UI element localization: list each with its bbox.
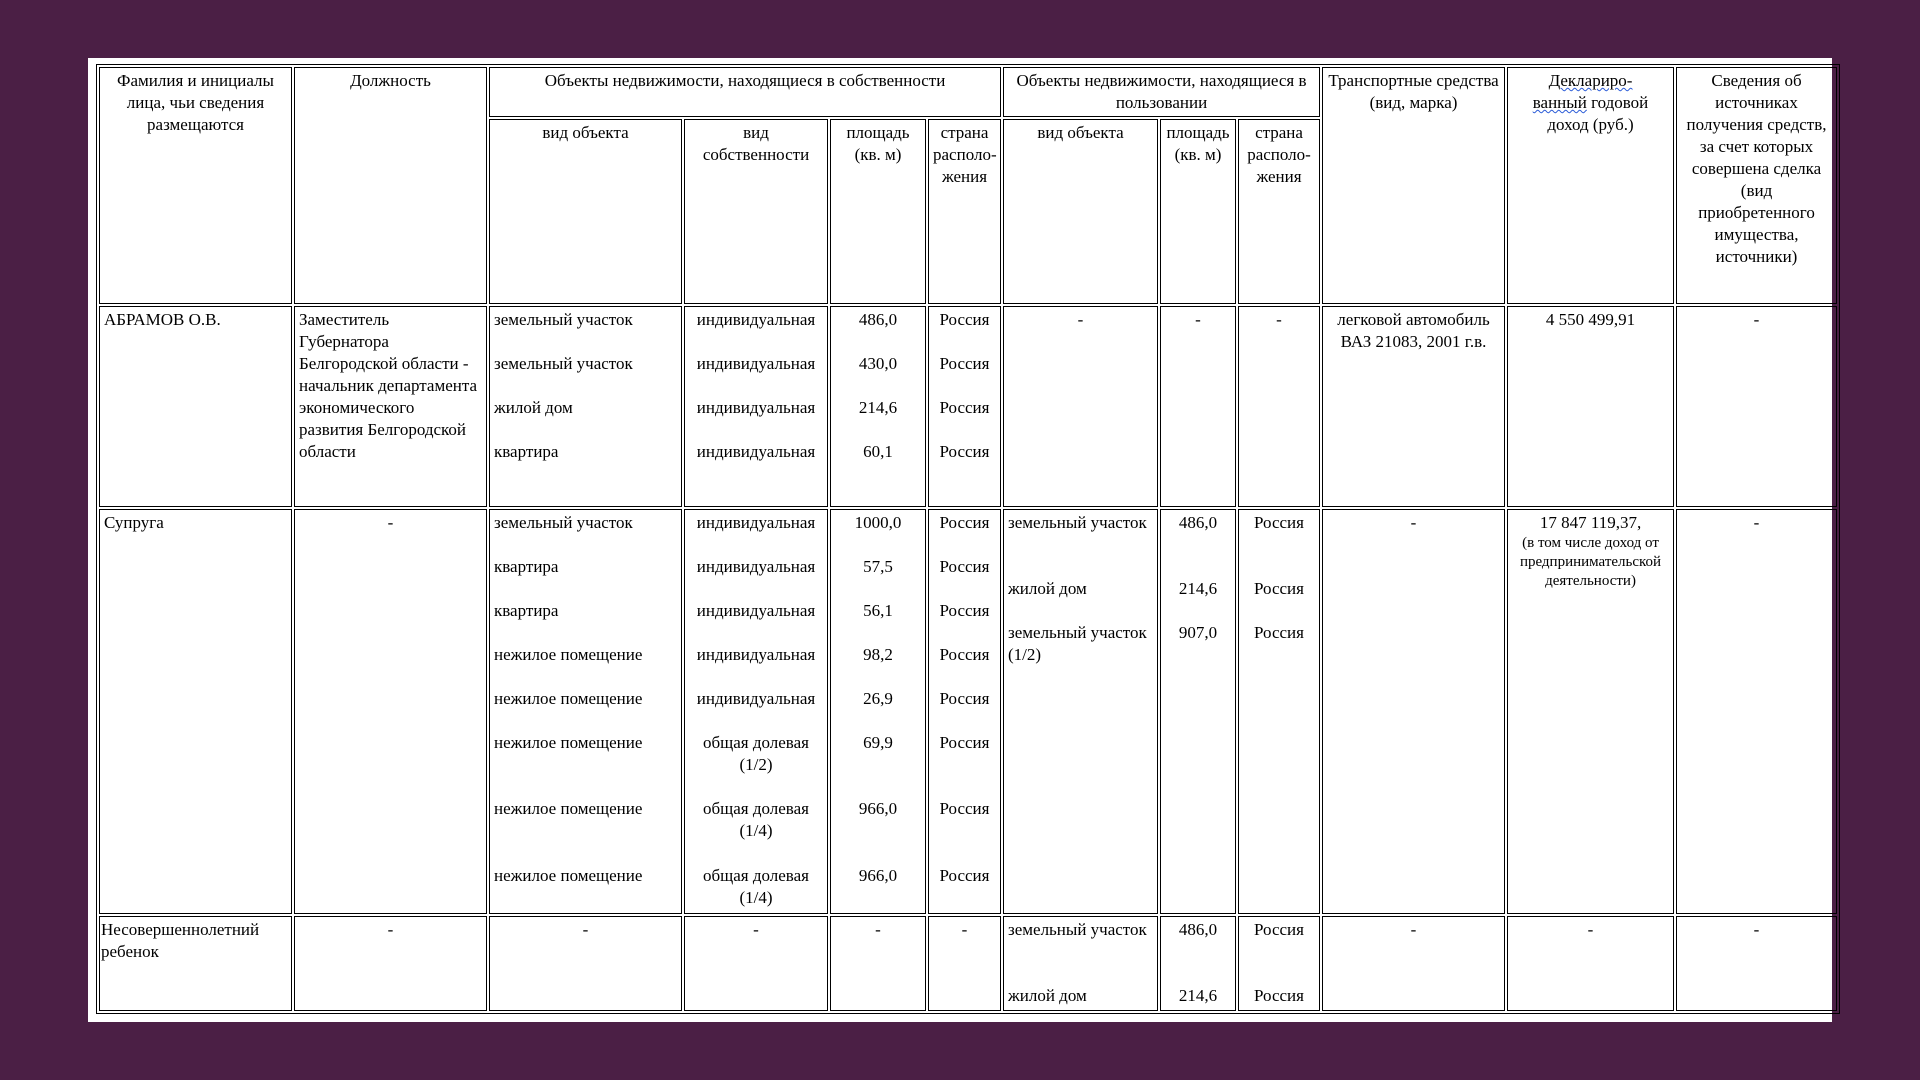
document-page	[88, 58, 1832, 1022]
header-owned-ownership-text: вид собственности	[702, 123, 810, 165]
header-vehicles-text: Транспортные средства (вид, марка)	[1328, 71, 1499, 112]
header-used-country-text: страна располо-жения	[1247, 123, 1311, 187]
cell-used-area	[1160, 509, 1236, 914]
owned-area-item: 26,9	[863, 689, 893, 709]
used-type-item: земельный участок	[1008, 513, 1147, 533]
owned-area-item: 430,0	[858, 354, 898, 374]
owned-ownership-item: индивидуальная	[696, 310, 816, 330]
used-type-item: земельный участок (1/2)	[1008, 623, 1147, 665]
owned-ownership-item: индивидуальная	[696, 398, 816, 418]
cell-owned-type	[489, 916, 682, 1011]
header-income-text-c: годовой доход (руб.)	[1547, 93, 1649, 134]
cell-used-country	[1238, 509, 1320, 914]
owned-type-item: квартира	[494, 442, 559, 462]
header-used-type	[1003, 119, 1158, 304]
owned-type-item: жилой дом	[494, 398, 573, 418]
used-country-item: -	[1276, 310, 1282, 330]
cell-owned-area	[830, 509, 926, 914]
used-type-item: -	[1077, 310, 1084, 330]
cell-owned-area	[830, 306, 926, 507]
owned-country-item: Россия	[939, 513, 990, 533]
header-used-country	[1238, 119, 1320, 304]
owned-country-item: Россия	[939, 442, 990, 462]
used-area-item: 486,0	[1178, 513, 1218, 533]
owned-type-item: нежилое помещение	[494, 799, 643, 819]
cell-vehicles	[1322, 306, 1505, 507]
owned-ownership-item: индивидуальная	[696, 645, 816, 665]
owned-country-item: Россия	[939, 799, 990, 819]
owned-ownership-item: общая долевая (1/4)	[703, 866, 809, 908]
owned-area-item: 60,1	[863, 442, 893, 462]
owned-country-item: Россия	[939, 601, 990, 621]
header-owned-group	[489, 67, 1001, 117]
header-owned-area	[830, 119, 926, 304]
owned-ownership-item: общая долевая (1/2)	[703, 733, 809, 775]
table-row	[99, 916, 1837, 1011]
used-type-item: жилой дом	[1008, 986, 1087, 1006]
header-owned-group-text: Объекты недвижимости, находящиеся в собственности	[544, 71, 946, 90]
owned-type-item: квартира	[494, 601, 559, 621]
owned-ownership-item: -	[753, 920, 759, 940]
cell-used-area	[1160, 916, 1236, 1011]
cell-sources	[1676, 509, 1837, 914]
used-area-item: 214,6	[1178, 579, 1218, 599]
used-type-item: жилой дом	[1008, 579, 1087, 599]
header-owned-country-text: страна располо-жения	[933, 123, 997, 187]
owned-country-item: Россия	[939, 689, 990, 709]
used-country-item: Россия	[1254, 579, 1304, 599]
person-position: Заместитель Губернатора Белгородской области - начальник департамента экономического развития Белгородской области	[299, 310, 478, 462]
owned-country-item: Россия	[939, 557, 990, 577]
used-country-item: Россия	[1254, 513, 1304, 533]
income-text: -	[1587, 920, 1594, 940]
owned-area-item: 486,0	[858, 310, 898, 330]
used-country-item: Россия	[1254, 920, 1304, 940]
vehicles-text: -	[1410, 513, 1417, 533]
owned-area-item: 69,9	[863, 733, 893, 753]
owned-area-item: 56,1	[863, 601, 893, 621]
cell-owned-ownership	[684, 916, 828, 1011]
header-owned-ownership	[684, 119, 828, 304]
cell-used-country	[1238, 916, 1320, 1011]
used-country-item: Россия	[1254, 986, 1304, 1006]
cell-vehicles	[1322, 509, 1505, 914]
header-owned-area-text: площадь (кв. м)	[846, 123, 910, 165]
cell-sources	[1676, 916, 1837, 1011]
owned-country-item: Россия	[939, 310, 990, 330]
cell-sources	[1676, 306, 1837, 507]
header-owned-type-text: вид объекта	[542, 123, 629, 143]
person-position: -	[387, 920, 394, 940]
header-income-text-a: Деклариро-	[1548, 71, 1633, 90]
owned-ownership-item: индивидуальная	[696, 513, 816, 533]
cell-owned-ownership	[684, 306, 828, 507]
income-text: 4 550 499,91	[1545, 310, 1636, 330]
owned-country-item: -	[961, 920, 968, 940]
declaration-table	[96, 64, 1840, 1014]
cell-owned-country	[928, 509, 1001, 914]
table-row	[99, 509, 1837, 914]
owned-ownership-item: индивидуальная	[696, 601, 816, 621]
owned-area-item: 98,2	[863, 645, 893, 665]
vehicles-text: -	[1410, 920, 1417, 940]
cell-position	[294, 509, 487, 914]
cell-income	[1507, 509, 1674, 914]
income-note: (в том числе доход от предпринимательской деятельности)	[1519, 535, 1662, 590]
header-sources	[1676, 67, 1837, 304]
owned-type-item: земельный участок	[494, 354, 633, 374]
owned-ownership-item: индивидуальная	[696, 442, 816, 462]
person-name: АБРАМОВ О.В.	[104, 310, 221, 330]
used-area-item: 907,0	[1178, 623, 1218, 643]
owned-ownership-item: индивидуальная	[696, 557, 816, 577]
header-used-group-text: Объекты недвижимости, находящиеся в пользовании	[1016, 71, 1307, 112]
person-name: Несовершеннолетний ребенок	[101, 920, 260, 962]
sources-text: -	[1753, 920, 1760, 940]
owned-area-item: -	[875, 920, 881, 940]
cell-used-type	[1003, 306, 1158, 507]
header-name	[99, 67, 292, 304]
used-area-item: 486,0	[1178, 920, 1218, 940]
cell-owned-ownership	[684, 509, 828, 914]
header-sources-text: Сведения об источниках получения средств, за счет которых совершена сделка (вид приобретенного имущества, источники)	[1686, 71, 1827, 266]
cell-income	[1507, 916, 1674, 1011]
used-area-item: -	[1195, 310, 1201, 330]
person-name: Супруга	[104, 513, 164, 533]
header-position-text: Должность	[350, 71, 431, 90]
cell-used-area	[1160, 306, 1236, 507]
cell-owned-type	[489, 509, 682, 914]
header-owned-type	[489, 119, 682, 304]
sources-text: -	[1753, 310, 1760, 330]
header-used-type-text: вид объекта	[1037, 123, 1124, 143]
person-position: -	[387, 513, 394, 533]
sources-text: -	[1753, 513, 1760, 533]
cell-income	[1507, 306, 1674, 507]
owned-ownership-item: индивидуальная	[696, 354, 816, 374]
used-country-item: Россия	[1254, 623, 1304, 643]
cell-used-type	[1003, 916, 1158, 1011]
cell-owned-country	[928, 916, 1001, 1011]
owned-type-item: -	[582, 920, 589, 940]
owned-area-item: 57,5	[863, 557, 893, 577]
owned-ownership-item: индивидуальная	[696, 689, 816, 709]
owned-country-item: Россия	[939, 354, 990, 374]
owned-country-item: Россия	[939, 733, 990, 753]
owned-area-item: 966,0	[858, 866, 898, 886]
used-area-item: 214,6	[1178, 986, 1218, 1006]
header-used-area	[1160, 119, 1236, 304]
owned-type-item: нежилое помещение	[494, 733, 643, 753]
header-income-text-b: ванный	[1532, 93, 1587, 112]
header-owned-country	[928, 119, 1001, 304]
cell-position	[294, 916, 487, 1011]
cell-owned-country	[928, 306, 1001, 507]
cell-name	[99, 306, 292, 507]
owned-ownership-item: общая долевая (1/4)	[703, 799, 809, 841]
header-position	[294, 67, 487, 304]
owned-type-item: земельный участок	[494, 310, 633, 330]
header-name-text: Фамилия и инициалы лица, чьи сведения размещаются	[117, 71, 274, 134]
header-row-1	[99, 67, 1837, 117]
owned-area-item: 966,0	[858, 799, 898, 819]
cell-position	[294, 306, 487, 507]
owned-type-item: нежилое помещение	[494, 689, 643, 709]
table-row	[99, 306, 1837, 507]
cell-used-country	[1238, 306, 1320, 507]
cell-name	[99, 916, 292, 1011]
owned-area-item: 1000,0	[854, 513, 902, 533]
owned-type-item: земельный участок	[494, 513, 633, 533]
owned-type-item: нежилое помещение	[494, 645, 643, 665]
cell-used-type	[1003, 509, 1158, 914]
header-income	[1507, 67, 1674, 304]
owned-country-item: Россия	[939, 866, 990, 886]
owned-area-item: 214,6	[858, 398, 898, 418]
header-used-group	[1003, 67, 1320, 117]
used-type-item: земельный участок	[1008, 920, 1147, 940]
cell-vehicles	[1322, 916, 1505, 1011]
cell-owned-type	[489, 306, 682, 507]
vehicles-text: легковой автомобиль ВАЗ 21083, 2001 г.в.	[1337, 310, 1490, 352]
header-vehicles	[1322, 67, 1505, 304]
header-used-area-text: площадь (кв. м)	[1166, 123, 1230, 165]
owned-type-item: квартира	[494, 557, 559, 577]
income-text: 17 847 119,37,	[1539, 513, 1642, 533]
cell-name	[99, 509, 292, 914]
owned-country-item: Россия	[939, 398, 990, 418]
cell-owned-area	[830, 916, 926, 1011]
owned-country-item: Россия	[939, 645, 990, 665]
owned-type-item: нежилое помещение	[494, 866, 643, 886]
